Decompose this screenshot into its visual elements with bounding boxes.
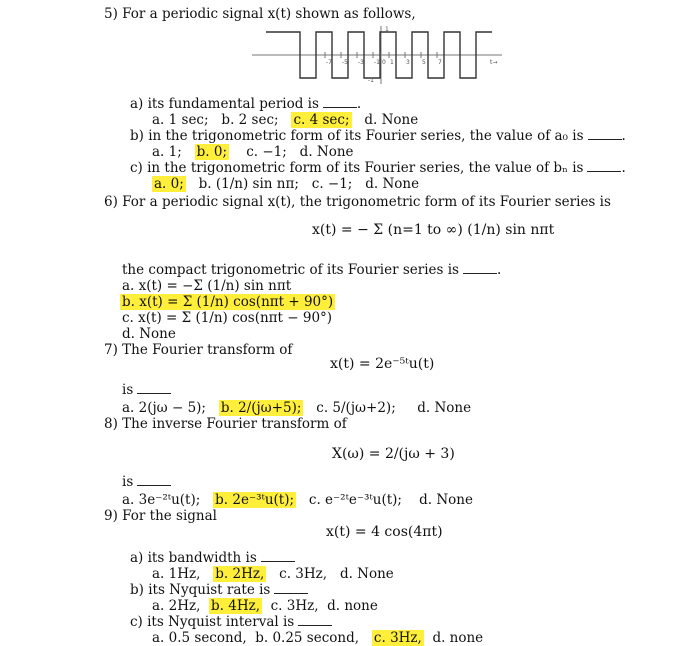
q5-stem: 5) For a periodic signal x(t) shown as follows, [104, 6, 416, 22]
q5a-options [152, 112, 418, 128]
x-tick-labels [325, 52, 442, 66]
square-wave-graph [252, 24, 512, 86]
option: a. 0.5 second, [152, 630, 247, 646]
q7-equation: x(t) = 2e⁻⁵ᵗu(t) [330, 356, 435, 372]
q6-follow: the compact trigonometric of its Fourier series is . [122, 262, 502, 278]
q5c-options [152, 176, 419, 192]
q5b-options [152, 144, 354, 160]
option: d. none [327, 598, 378, 614]
q6-option-d: d. None [122, 326, 176, 342]
x-tick-label: 7 [438, 59, 442, 66]
x-tick-label: -5 [342, 59, 348, 66]
option: c. −1; [311, 176, 353, 192]
amp-top-label: 1 [385, 26, 389, 33]
q6-stem: 6) For a periodic signal x(t), the trigonometric form of its Fourier series is [104, 194, 611, 210]
option: d. None [299, 144, 354, 160]
option: c. e⁻²ᵗe⁻³ᵗu(t); [308, 492, 402, 508]
t-axis-label: t→ [490, 59, 498, 66]
q8-is: is [122, 474, 171, 490]
q9-equation: x(t) = 4 cos(4πt) [326, 524, 443, 540]
option: a. 1 sec; [152, 112, 209, 128]
option: a. 2(jω − 5); [122, 400, 206, 416]
option: c. 5/(jω+2); [316, 400, 396, 416]
x-tick-label: 3 [406, 59, 410, 66]
x-tick-label: 1 [390, 59, 394, 66]
option-highlighted: b. 2e⁻³ᵗu(t); [215, 492, 295, 508]
q8-stem: 8) The inverse Fourier transform of [104, 416, 347, 432]
option: a. 1; [152, 144, 182, 160]
q5a-question: a) its fundamental period is . [130, 96, 362, 112]
option-highlighted: b. 4Hz, [211, 598, 260, 614]
option: b. 2 sec; [221, 112, 279, 128]
option-highlighted: b. 2/(jω+5); [220, 400, 302, 416]
q9a-options [152, 566, 394, 582]
option: c. −1; [246, 144, 287, 160]
option: d. None [365, 176, 420, 192]
option: d. None [419, 492, 473, 508]
q6-equation: x(t) = − Σ (n=1 to ∞) (1/n) sin nπt [312, 222, 555, 238]
option-highlighted: b. 0; [196, 144, 228, 160]
option: a. 2Hz, [152, 598, 201, 614]
option-highlighted: c. 3Hz, [373, 630, 422, 646]
option: d. None [364, 112, 419, 128]
option-highlighted: b. 2Hz, [215, 566, 265, 582]
q8-equation: X(ω) = 2/(jω + 3) [332, 446, 455, 462]
option-highlighted: a. 0; [154, 176, 184, 192]
q6-option-b: b. x(t) = Σ (1/n) cos(nπt + 90°) [122, 294, 334, 310]
x-tick-label: -7 [326, 59, 332, 66]
q9c-options [152, 630, 483, 646]
q8-options [122, 492, 473, 508]
q6-option-a: a. x(t) = −Σ (1/n) sin nπt [122, 278, 292, 294]
option: a. 3e⁻²ᵗu(t); [122, 492, 201, 508]
option: b. (1/n) sin nπ; [198, 176, 299, 192]
option: c. 3Hz, [279, 566, 328, 582]
x-tick-label: -1 [374, 59, 380, 66]
x-tick-label: -3 [358, 59, 364, 66]
q9b-options [152, 598, 378, 614]
option: b. 0.25 second, [255, 630, 360, 646]
q9-stem: 9) For the signal [104, 508, 217, 524]
q9b-question: b) its Nyquist rate is [130, 582, 308, 598]
q5c-question: c) in the trigonometric form of its Fourier series, the value of bₙ is . [130, 160, 626, 176]
q7-is: is [122, 382, 171, 398]
x-tick-label: 5 [422, 59, 426, 66]
x-tick-label: 0 [382, 59, 386, 66]
option: d. None [417, 400, 472, 416]
q5b-question: b) in the trigonometric form of its Fourier series, the value of a₀ is . [130, 128, 626, 144]
option: d. None [339, 566, 394, 582]
q7-options [122, 400, 471, 416]
option: d. none [432, 630, 484, 646]
option-highlighted: c. 4 sec; [293, 112, 350, 128]
q6-option-c: c. x(t) = Σ (1/n) cos(nπt − 90°) [122, 310, 333, 326]
q7-stem: 7) The Fourier transform of [104, 342, 293, 358]
q9a-question: a) its bandwidth is [130, 550, 295, 566]
option: c. 3Hz, [270, 598, 319, 614]
q9c-question: c) its Nyquist interval is [130, 614, 332, 630]
option: a. 1Hz, [152, 566, 201, 582]
amp-bottom-label: -1 [368, 77, 374, 84]
